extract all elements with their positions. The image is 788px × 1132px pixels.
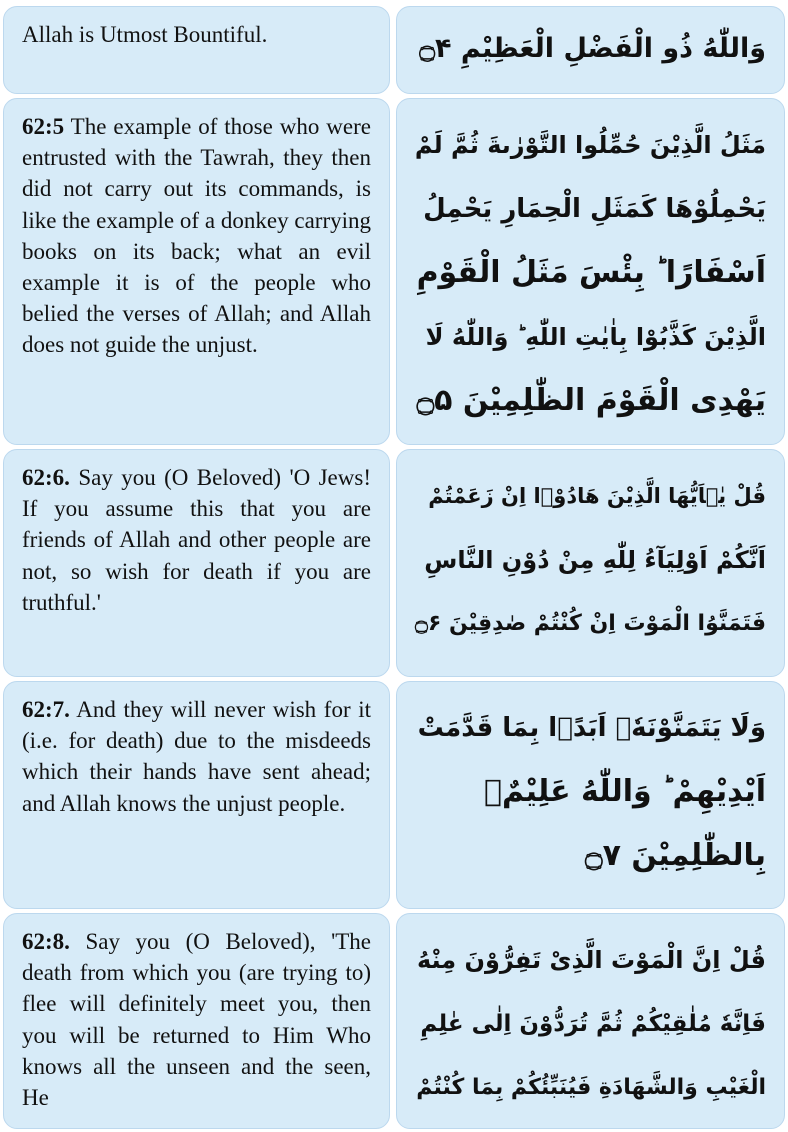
arabic-line: وَاللّٰهُ ذُو الْفَضْلِ الْعَظِيْمِ ۝۴ <box>419 33 766 64</box>
verse-row <box>3 98 785 445</box>
arabic-line: الْغَيْبِ وَالشَّهَادَةِ فَيُنَبِّئُكُمْ بِمَا كُنْتُمْ <box>416 1075 766 1100</box>
arabic-line: مَثَلُ الَّذِيْنَ حُمِّلُوا التَّوْرٰىةَ ثُمَّ لَمْ <box>414 131 766 159</box>
english-translation-cell <box>3 6 390 94</box>
english-text: Say you (O Beloved) 'O Jews! If you assume this that you are friends of Allah and other people are not, so wish for death if you are truthful.' <box>22 465 371 615</box>
verse-reference: 62:8. <box>22 929 70 954</box>
verse-row <box>3 681 785 909</box>
verse-reference: 62:7. <box>22 697 70 722</box>
arabic-line: فَاِنَّهٗ مُلٰقِيْكُمْ ثُمَّ تُرَدُّوْنَ اِلٰى عٰلِمِ <box>420 1011 766 1037</box>
english-text: Allah is Utmost Bountiful. <box>22 22 268 47</box>
arabic-line: قُلْ اِنَّ الْمَوْتَ الَّذِىْ تَفِرُّوْنَ مِنْهُ <box>416 946 766 974</box>
verse-row <box>3 6 785 94</box>
english-translation-cell <box>3 98 390 445</box>
english-text: The example of those who were entrusted with the Tawrah, they then did not carry out its commands, is like the example of a donkey carrying books on its back; what an evil example it is of the people who belied the verses of Allah; and Allah does not guide the unjust. <box>22 114 371 358</box>
english-translation-cell <box>3 681 390 909</box>
arabic-verse-cell <box>396 98 785 445</box>
english-translation-cell <box>3 913 390 1129</box>
arabic-line: يَهْدِى الْقَوْمَ الظّٰلِمِيْنَ ۝۵ <box>416 383 766 418</box>
arabic-verse-cell <box>396 449 785 677</box>
arabic-verse-cell <box>396 6 785 94</box>
arabic-verse-cell <box>396 913 785 1129</box>
arabic-line: وَلَا يَتَمَنَّوْنَهٗۤ اَبَدًۢا بِمَا قَدَّمَتْ <box>417 713 766 743</box>
arabic-line: فَتَمَنَّوُا الْمَوْتَ اِنْ كُنْتُمْ صٰدِقِيْنَ ۝۶ <box>415 611 766 636</box>
arabic-line: بِالظّٰلِمِيْنَ ۝۷ <box>585 838 766 873</box>
arabic-line: الَّذِيْنَ كَذَّبُوْا بِاٰيٰتِ اللّٰهِ ؕ وَاللّٰهُ لَا <box>425 323 766 351</box>
arabic-line: اَسْفَارًا ؕ بِئْسَ مَثَلُ الْقَوْمِ <box>416 255 766 290</box>
arabic-line: قُلْ يٰۤاَيُّهَا الَّذِيْنَ هَادُوْۤا اِنْ زَعَمْتُمْ <box>428 484 766 508</box>
verse-row <box>3 449 785 677</box>
arabic-line: اَنَّكُمْ اَوْلِيَآءُ لِلّٰهِ مِنْ دُوْنِ النَّاسِ <box>424 546 766 574</box>
verse-row <box>3 913 785 1129</box>
arabic-line: اَيْدِيْهِمْ ؕ وَاللّٰهُ عَلِيْمٌۢ <box>484 774 766 809</box>
verse-reference: 62:5 <box>22 114 65 139</box>
english-text: And they will never wish for it (i.e. for death) due to the misdeeds which their hands have sent ahead; and Allah knows the unjust people. <box>22 697 371 816</box>
arabic-line: يَحْمِلُوْهَا كَمَثَلِ الْحِمَارِ يَحْمِلُ <box>423 194 766 224</box>
english-text: Say you (O Beloved), 'The death from which you (are trying to) flee will definitely meet you, then you will be returned to Him Who knows all the unseen and the seen, He <box>22 929 371 1111</box>
english-translation-cell <box>3 449 390 677</box>
verse-reference: 62:6. <box>22 465 70 490</box>
arabic-verse-cell <box>396 681 785 909</box>
